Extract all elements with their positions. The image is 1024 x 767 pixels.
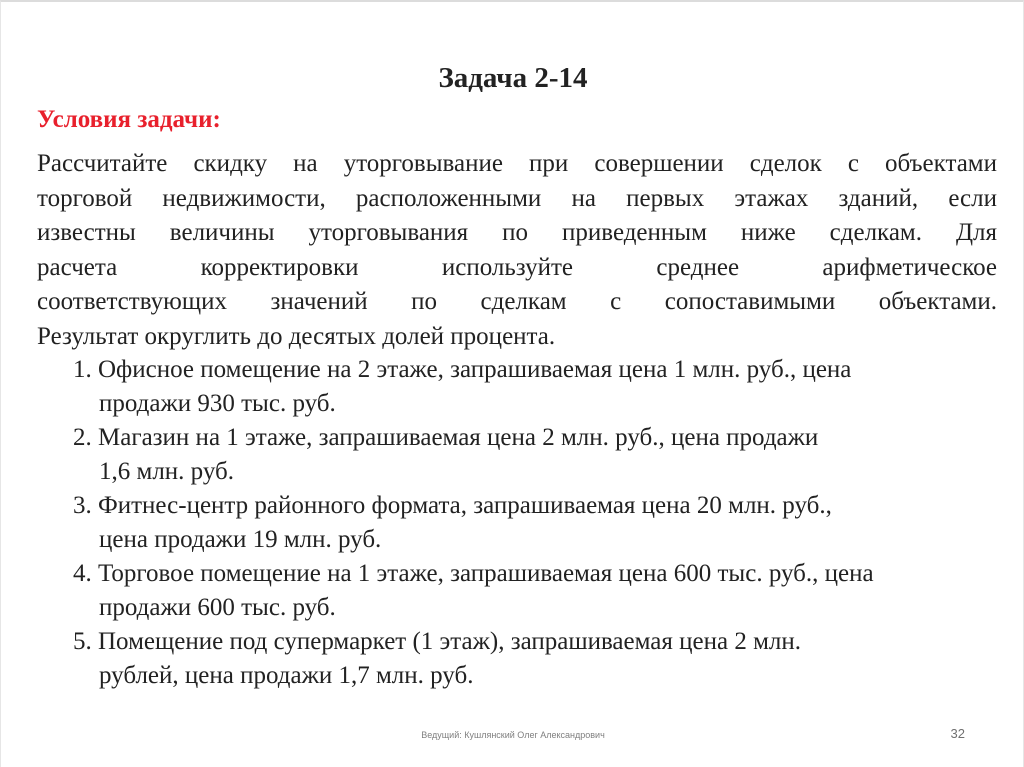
slide-title: Задача 2-14 xyxy=(438,62,588,94)
deal-line-continuation: рублей, цена продажи 1,7 млн. руб. xyxy=(99,662,474,689)
statement-line: известны величины уторговывания по приведенным ниже сделкам. Для xyxy=(37,219,997,246)
deal-line: 4. Торговое помещение на 1 этаже, запрашиваемая цена 600 тыс. руб., цена xyxy=(73,560,874,587)
deal-line: 2. Магазин на 1 этаже, запрашиваемая цена 2 млн. руб., цена продажи xyxy=(73,424,819,451)
deal-line-continuation: цена продажи 19 млн. руб. xyxy=(99,526,382,553)
problem-statement xyxy=(37,147,997,354)
deal-line: 5. Помещение под супермаркет (1 этаж), запрашиваемая цена 2 млн. xyxy=(73,628,801,655)
statement-line: Результат округлить до десятых долей процента. xyxy=(37,322,556,350)
presenter-footer: Ведущий: Кушлянский Олег Александрович xyxy=(421,730,605,740)
conditions-heading: Условия задачи: xyxy=(37,106,221,133)
deals-list xyxy=(73,353,1013,693)
list-item xyxy=(73,625,1013,693)
deal-line: 3. Фитнес-центр районного формата, запрашиваемая цена 20 млн. руб., xyxy=(73,492,832,519)
deal-line: 1. Офисное помещение на 2 этаже, запрашиваемая цена 1 млн. руб., цена xyxy=(73,356,852,383)
list-item xyxy=(73,557,1013,625)
page-number: 32 xyxy=(950,726,965,741)
deal-line-continuation: 1,6 млн. руб. xyxy=(99,458,234,485)
list-item xyxy=(73,353,1013,421)
list-item xyxy=(73,489,1013,557)
list-item xyxy=(73,421,1013,489)
statement-line: торговой недвижимости, расположенными на первых этажах зданий, если xyxy=(37,184,997,212)
deal-line-continuation: продажи 930 тыс. руб. xyxy=(99,390,336,417)
statement-line: соответствующих значений по сделкам с сопоставимыми объектами. xyxy=(37,288,997,315)
statement-line: Рассчитайте скидку на уторговывание при совершении сделок с объектами xyxy=(37,150,997,177)
statement-line: расчета корректировки используйте среднее арифметическое xyxy=(37,253,997,281)
deal-line-continuation: продажи 600 тыс. руб. xyxy=(99,594,336,621)
